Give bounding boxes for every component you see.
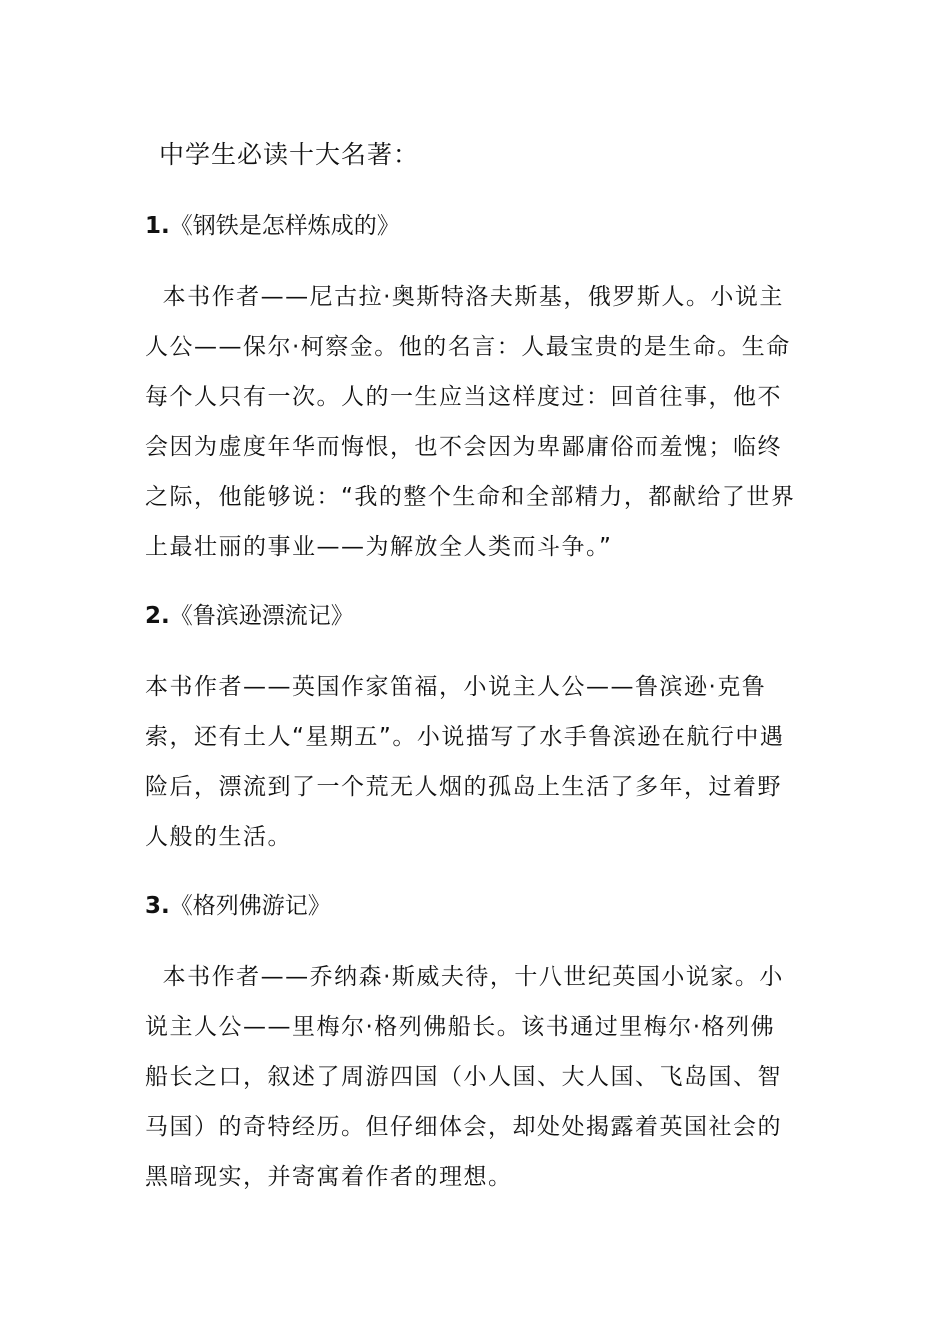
book-1-line: 每个人只有一次。人的一生应当这样度过：回首往事，他不 (145, 384, 782, 410)
book-1-line: 本书作者——尼古拉·奥斯特洛夫斯基，俄罗斯人。小说主 (145, 284, 784, 310)
book-3-line: 黑暗现实，并寄寓着作者的理想。 (145, 1164, 513, 1190)
book-3-line: 说主人公——里梅尔·格列佛船长。该书通过里梅尔·格列佛 (145, 1014, 776, 1040)
book-1-name: 《钢铁是怎样炼成的》 (169, 213, 400, 239)
book-2-line: 险后，漂流到了一个荒无人烟的孤岛上生活了多年，过着野 (145, 774, 782, 800)
book-2-title (145, 600, 354, 632)
book-3-name: 《格列佛游记》 (169, 893, 331, 919)
book-2-line: 本书作者——英国作家笛福，小说主人公——鲁滨逊·克鲁 (145, 674, 767, 700)
page-heading: 中学生必读十大名著： (159, 140, 420, 169)
book-3-description (145, 952, 835, 1202)
book-1-line: 上最壮丽的事业——为解放全人类而斗争。” (145, 534, 613, 560)
book-3-line: 马国）的奇特经历。但仔细体会，却处处揭露着英国社会的 (145, 1114, 782, 1140)
book-1-line: 会因为虚度年华而悔恨，也不会因为卑鄙庸俗而羞愧；临终 (145, 434, 782, 460)
book-1-line: 人公——保尔·柯察金。他的名言：人最宝贵的是生命。生命 (145, 334, 791, 360)
book-2-name: 《鲁滨逊漂流记》 (169, 603, 354, 629)
book-2-line: 索，还有土人“星期五”。小说描写了水手鲁滨逊在航行中遇 (145, 724, 785, 750)
book-1-description (145, 272, 835, 572)
book-2-description (145, 662, 835, 862)
book-3-number: 3. (145, 893, 170, 919)
book-1-number: 1. (145, 213, 170, 239)
book-1-line: 之际，他能够说：“我的整个生命和全部精力，都献给了世界 (145, 484, 796, 510)
book-3-line: 船长之口，叙述了周游四国（小人国、大人国、飞岛国、智 (145, 1064, 782, 1090)
book-1-title (145, 210, 400, 242)
book-2-number: 2. (145, 603, 170, 629)
book-2-line: 人般的生活。 (145, 824, 292, 850)
book-3-title (145, 890, 331, 922)
book-3-line: 本书作者——乔纳森·斯威夫待，十八世纪英国小说家。小 (145, 964, 784, 990)
